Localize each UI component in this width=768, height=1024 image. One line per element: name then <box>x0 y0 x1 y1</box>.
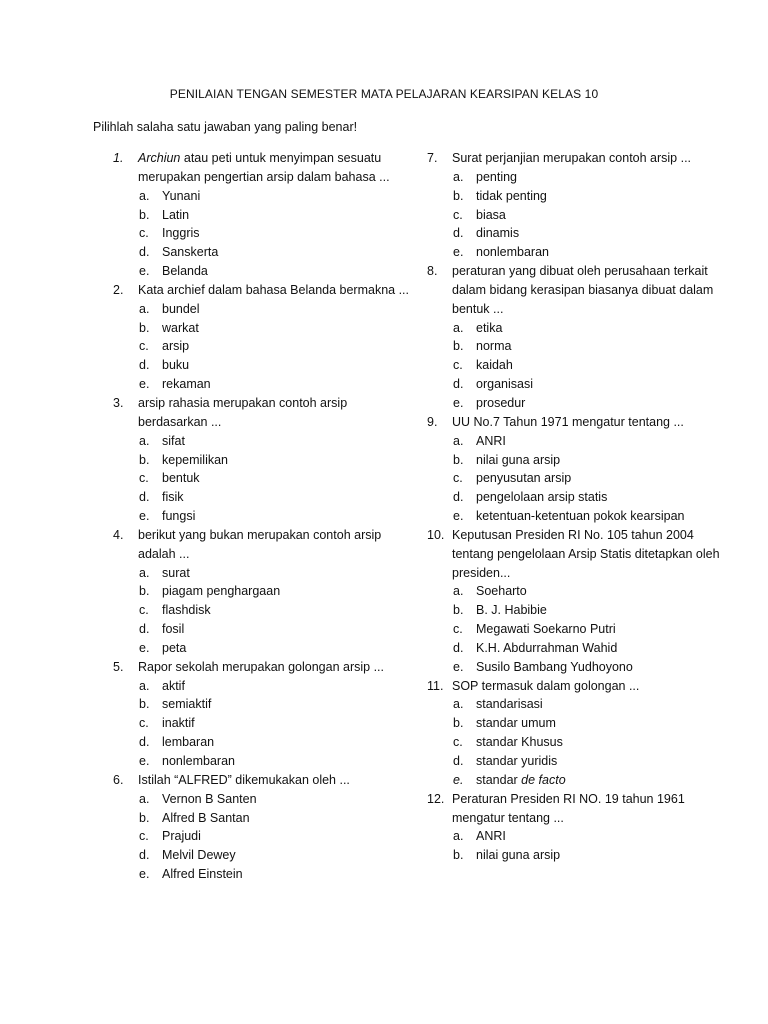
option-letter: a. <box>453 169 464 184</box>
option-letter: c. <box>139 716 149 731</box>
option-text <box>162 262 208 281</box>
option-text <box>476 469 571 488</box>
option-text-body: B. J. Habibie <box>476 603 547 618</box>
question-text <box>452 262 727 319</box>
question-text <box>452 526 727 583</box>
option-text <box>476 375 533 394</box>
question-text-body: peraturan yang dibuat oleh perusahaan terkait dalam bidang kerasipan biasanya dibuat dalam bentuk ... <box>452 264 714 316</box>
option-8-b <box>427 337 727 356</box>
option-10-a <box>427 582 727 601</box>
option-letter: d. <box>453 490 464 505</box>
option-letter: e. <box>139 640 150 655</box>
option-text-body: Sanskerta <box>162 245 219 260</box>
question-text <box>452 413 727 432</box>
option-text <box>476 639 617 658</box>
option-text-body: organisasi <box>476 377 533 392</box>
option-4-a <box>113 564 413 583</box>
option-letter: e. <box>139 377 150 392</box>
option-text <box>162 639 186 658</box>
question-7 <box>427 149 727 168</box>
option-text-body: buku <box>162 358 190 373</box>
question-text-body: Rapor sekolah merupakan golongan arsip ... <box>138 659 384 674</box>
option-text-body: Alfred B Santan <box>162 810 250 825</box>
option-text-body: Inggris <box>162 226 200 241</box>
option-letter: b. <box>139 584 150 599</box>
question-6 <box>113 771 413 790</box>
option-text-body: peta <box>162 640 187 655</box>
option-text <box>476 206 506 225</box>
option-letter: e. <box>139 867 150 882</box>
option-text-body: semiaktif <box>162 697 212 712</box>
option-text-body: bentuk <box>162 471 200 486</box>
option-11-e <box>427 771 727 790</box>
option-text <box>476 733 563 752</box>
left-column <box>113 149 413 884</box>
option-letter: e. <box>453 245 464 260</box>
option-text <box>162 337 189 356</box>
option-text <box>476 827 506 846</box>
option-5-a <box>113 677 413 696</box>
option-letter: b. <box>453 716 464 731</box>
option-text-body: standar Khusus <box>476 735 563 750</box>
option-text <box>476 168 517 187</box>
right-column <box>427 149 727 865</box>
option-5-c <box>113 714 413 733</box>
option-letter: a. <box>139 433 150 448</box>
option-text <box>476 356 513 375</box>
option-text-body: flashdisk <box>162 603 211 618</box>
question-number: 7. <box>427 151 438 165</box>
option-letter: c. <box>139 226 149 241</box>
option-6-d <box>113 846 413 865</box>
option-8-c <box>427 356 727 375</box>
question-3 <box>113 394 413 432</box>
option-11-a <box>427 695 727 714</box>
option-text <box>162 243 218 262</box>
option-8-e <box>427 394 727 413</box>
option-letter: a. <box>139 565 150 580</box>
option-text <box>162 206 189 225</box>
question-number: 10. <box>427 527 445 542</box>
option-11-b <box>427 714 727 733</box>
option-1-b <box>113 206 413 225</box>
question-4 <box>113 526 413 564</box>
question-number: 2. <box>113 282 124 297</box>
option-text <box>476 846 560 865</box>
option-text <box>476 620 616 639</box>
question-text <box>138 771 413 790</box>
option-text-body: Alfred Einstein <box>162 867 243 882</box>
option-5-e <box>113 752 413 771</box>
option-text <box>162 356 189 375</box>
question-text <box>452 790 727 828</box>
question-text-body: Peraturan Presiden RI NO. 19 tahun 1961 mengatur tentang ... <box>452 791 685 825</box>
option-text-body: standar umum <box>476 716 556 731</box>
option-letter: b. <box>453 339 464 354</box>
option-letter: b. <box>139 207 150 222</box>
option-text-body: fosil <box>162 622 185 637</box>
option-12-b <box>427 846 727 865</box>
option-text-body: etika <box>476 320 503 335</box>
option-letter: a. <box>139 301 150 316</box>
option-text <box>476 243 549 262</box>
option-7-c <box>427 206 727 225</box>
option-9-c <box>427 469 727 488</box>
option-letter: d. <box>139 848 150 863</box>
option-letter: e. <box>139 754 150 768</box>
option-text <box>162 620 184 639</box>
option-letter: c. <box>139 603 149 618</box>
question-text-body: Istilah “ALFRED” dikemukakan oleh ... <box>138 772 350 787</box>
option-text-body: piagam penghargaan <box>162 584 281 599</box>
question-text <box>138 658 413 677</box>
option-text <box>162 714 195 733</box>
question-5 <box>113 658 413 677</box>
option-10-b <box>427 601 727 620</box>
option-9-d <box>427 488 727 507</box>
question-12 <box>427 790 727 828</box>
option-text <box>476 432 506 451</box>
question-text-body: Surat perjanjian merupakan contoh arsip ... <box>452 151 692 165</box>
option-1-e <box>113 262 413 281</box>
option-8-d <box>427 375 727 394</box>
option-7-d <box>427 224 727 243</box>
option-letter: d. <box>139 358 150 373</box>
option-text <box>476 394 525 413</box>
option-10-d <box>427 639 727 658</box>
option-text <box>162 865 243 884</box>
instruction-text: Pilihlah salaha satu jawaban yang paling benar! <box>93 120 358 134</box>
option-letter: a. <box>453 320 464 335</box>
option-letter: a. <box>453 829 464 844</box>
question-1 <box>113 149 413 187</box>
option-5-d <box>113 733 413 752</box>
option-text <box>162 319 199 338</box>
option-9-e <box>427 507 727 526</box>
option-text-body: Yunani <box>162 188 201 203</box>
option-4-d <box>113 620 413 639</box>
option-letter: d. <box>453 226 464 241</box>
option-text-body: rekaman <box>162 377 211 392</box>
option-letter: e. <box>453 509 464 524</box>
option-text <box>162 790 257 809</box>
option-letter: b. <box>139 810 150 825</box>
question-text <box>452 149 727 168</box>
option-letter: d. <box>453 377 464 392</box>
option-3-e <box>113 507 413 526</box>
option-text <box>162 375 211 394</box>
option-text-body: kepemilikan <box>162 452 229 467</box>
option-text-body: standarisasi <box>476 697 543 712</box>
option-text-body: bundel <box>162 301 200 316</box>
question-number: 8. <box>427 264 438 279</box>
option-text <box>162 601 211 620</box>
option-letter: d. <box>139 490 150 505</box>
option-text <box>162 695 211 714</box>
option-2-a <box>113 300 413 319</box>
question-text <box>138 526 413 564</box>
option-text <box>476 488 607 507</box>
question-number: 9. <box>427 414 438 429</box>
option-letter: b. <box>453 603 464 618</box>
option-10-c <box>427 620 727 639</box>
option-11-c <box>427 733 727 752</box>
option-6-b <box>113 809 413 828</box>
option-letter: c. <box>453 622 463 637</box>
option-text-body: ANRI <box>476 433 506 448</box>
question-11 <box>427 677 727 696</box>
option-4-c <box>113 601 413 620</box>
option-7-e <box>427 243 727 262</box>
option-text-body: inaktif <box>162 716 195 731</box>
option-letter: a. <box>453 584 464 599</box>
option-text-body: lembaran <box>162 735 215 750</box>
option-9-a <box>427 432 727 451</box>
option-letter: d. <box>139 245 150 260</box>
question-number: 3. <box>113 395 124 410</box>
option-text-body: dinamis <box>476 226 520 241</box>
option-6-a <box>113 790 413 809</box>
option-text-body: tidak penting <box>476 188 547 203</box>
option-5-b <box>113 695 413 714</box>
option-letter: e. <box>453 395 464 410</box>
option-letter: d. <box>453 754 464 768</box>
option-letter: b. <box>139 697 150 712</box>
question-number: 5. <box>113 659 124 674</box>
option-text-body: norma <box>476 339 512 354</box>
option-letter: c. <box>453 735 463 750</box>
question-number: 6. <box>113 772 124 787</box>
question-text-body: atau peti untuk menyimpan sesuatu merupakan pengertian arsip dalam bahasa ... <box>138 151 390 184</box>
question-text-body: arsip rahasia merupakan contoh arsip berdasarkan ... <box>138 395 348 429</box>
question-8 <box>427 262 727 319</box>
option-text-body: K.H. Abdurrahman Wahid <box>476 640 618 655</box>
option-12-a <box>427 827 727 846</box>
option-letter: e. <box>139 509 150 524</box>
option-text-body: sifat <box>162 433 185 448</box>
option-text-body: prosedur <box>476 395 526 410</box>
option-text-body: standar <box>476 772 522 787</box>
option-text-body: pengelolaan arsip statis <box>476 490 608 505</box>
option-text <box>476 714 556 733</box>
option-text-body: nilai guna arsip <box>476 848 561 863</box>
option-letter: a. <box>139 678 150 693</box>
option-letter: c. <box>139 829 149 844</box>
question-text-body: Keputusan Presiden RI No. 105 tahun 2004 tentang pengelolaan Arsip Statis ditetapkan oleh presiden... <box>452 527 720 580</box>
option-text <box>476 319 502 338</box>
question-2 <box>113 281 413 300</box>
option-text <box>162 827 201 846</box>
page-title: PENILAIAN TENGAN SEMESTER MATA PELAJARAN KEARSIPAN KELAS 10 <box>169 87 599 101</box>
option-text <box>476 695 543 714</box>
option-text-body: penyusutan arsip <box>476 471 572 486</box>
option-letter: d. <box>139 735 150 750</box>
question-number: 12. <box>427 791 445 806</box>
option-letter: a. <box>139 791 150 806</box>
question-text-italic: Archiun <box>138 151 181 165</box>
option-letter: d. <box>139 622 150 637</box>
option-6-c <box>113 827 413 846</box>
option-4-b <box>113 582 413 601</box>
option-letter: c. <box>139 471 149 486</box>
option-text <box>476 771 566 790</box>
option-text-body: arsip <box>162 339 190 354</box>
option-text-body: nonlembaran <box>476 245 549 260</box>
option-text <box>476 337 511 356</box>
option-text <box>162 564 190 583</box>
option-text-body: ketentuan-ketentuan pokok kearsipan <box>476 509 685 524</box>
option-text <box>476 224 519 243</box>
option-letter: a. <box>453 697 464 712</box>
option-text-body: nilai guna arsip <box>476 452 561 467</box>
option-text-body: fungsi <box>162 509 196 524</box>
option-7-b <box>427 187 727 206</box>
option-6-e <box>113 865 413 884</box>
option-text-body: standar yuridis <box>476 754 558 768</box>
option-11-d <box>427 752 727 771</box>
option-text <box>162 432 185 451</box>
option-2-c <box>113 337 413 356</box>
question-text-body: UU No.7 Tahun 1971 mengatur tentang ... <box>452 414 684 429</box>
question-text-body: SOP termasuk dalam golongan ... <box>452 678 640 693</box>
option-text-body: Melvil Dewey <box>162 848 236 863</box>
option-text <box>162 187 200 206</box>
option-3-a <box>113 432 413 451</box>
option-text-body: surat <box>162 565 190 580</box>
option-text-body: fisik <box>162 490 184 505</box>
option-text-body: Megawati Soekarno Putri <box>476 622 616 637</box>
option-text-body: warkat <box>162 320 199 335</box>
option-4-e <box>113 639 413 658</box>
option-7-a <box>427 168 727 187</box>
option-text-body: Latin <box>162 207 190 222</box>
option-text-body: Susilo Bambang Yudhoyono <box>476 659 633 674</box>
option-text <box>162 733 214 752</box>
question-number: 11. <box>427 678 444 693</box>
option-text <box>476 187 547 206</box>
option-text <box>162 677 185 696</box>
question-text <box>138 149 413 187</box>
option-text-body: aktif <box>162 678 185 693</box>
option-text-body: penting <box>476 169 518 184</box>
option-text <box>162 846 236 865</box>
option-text <box>476 451 560 470</box>
option-letter: b. <box>453 188 464 203</box>
option-letter: b. <box>139 320 150 335</box>
option-2-b <box>113 319 413 338</box>
question-text-body: Kata archief dalam bahasa Belanda bermakna ... <box>138 282 410 297</box>
question-text-body: berikut yang bukan merupakan contoh arsip adalah ... <box>138 527 382 561</box>
option-text-body: kaidah <box>476 358 513 373</box>
option-letter: c. <box>139 339 149 354</box>
option-10-e <box>427 658 727 677</box>
option-1-d <box>113 243 413 262</box>
question-number: 4. <box>113 527 124 542</box>
option-3-c <box>113 469 413 488</box>
option-text <box>162 488 184 507</box>
option-text-body: Vernon B Santen <box>162 791 257 806</box>
option-letter: c. <box>453 358 463 373</box>
option-letter: a. <box>139 188 150 203</box>
option-text <box>476 601 547 620</box>
option-text <box>162 752 235 771</box>
option-text-body: biasa <box>476 207 506 222</box>
option-text <box>476 658 633 677</box>
question-10 <box>427 526 727 583</box>
option-letter: b. <box>453 452 464 467</box>
option-text <box>476 507 684 526</box>
option-text-body: Belanda <box>162 264 208 279</box>
option-letter: b. <box>139 452 150 467</box>
option-text-body: nonlembaran <box>162 754 235 768</box>
option-text-body: ANRI <box>476 829 506 844</box>
option-letter: a. <box>453 433 464 448</box>
option-letter: e. <box>453 772 464 787</box>
option-text <box>476 752 557 771</box>
option-text-body: Prajudi <box>162 829 201 844</box>
question-9 <box>427 413 727 432</box>
option-text <box>162 582 280 601</box>
option-2-e <box>113 375 413 394</box>
option-text <box>476 582 527 601</box>
option-1-a <box>113 187 413 206</box>
option-9-b <box>427 451 727 470</box>
option-letter: e. <box>139 264 150 279</box>
option-text-body: Soeharto <box>476 584 527 599</box>
option-8-a <box>427 319 727 338</box>
option-text <box>162 224 200 243</box>
option-text <box>162 451 228 470</box>
option-text <box>162 469 200 488</box>
option-letter: e. <box>453 659 464 674</box>
question-text <box>138 281 413 300</box>
question-text <box>452 677 727 696</box>
option-letter: d. <box>453 640 464 655</box>
option-text <box>162 809 250 828</box>
option-letter: c. <box>453 207 463 222</box>
option-letter: b. <box>453 848 464 863</box>
option-1-c <box>113 224 413 243</box>
option-letter: c. <box>453 471 463 486</box>
question-text <box>138 394 413 432</box>
option-text-italic: de facto <box>521 772 566 787</box>
question-number: 1. <box>113 151 124 165</box>
option-3-b <box>113 451 413 470</box>
option-text <box>162 300 200 319</box>
option-text <box>162 507 195 526</box>
option-2-d <box>113 356 413 375</box>
option-3-d <box>113 488 413 507</box>
